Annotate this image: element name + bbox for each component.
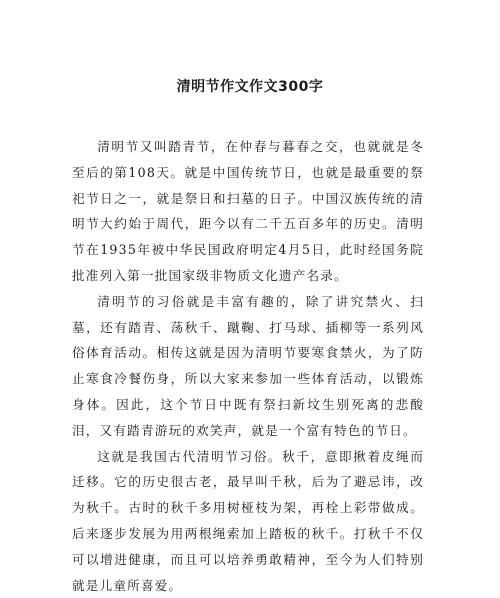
- paragraph-3: 这就是我国古代清明节习俗。秋千，意即揪着皮绳而迁移。它的历史很古老，最早叫千秋，后为了避忌讳，改为秋千。古时的秋千多用树桠枝为架，再栓上彩带做成。后来逐步发展为用两根绳索加上踏板的秋千。打秋千不仅可以增进健康，而且可以培养勇敢精神，至今为人们特别就是儿童所喜爱。: [72, 448, 424, 593]
- document-title: 清明节作文作文300字: [176, 79, 324, 95]
- document-body: [72, 134, 424, 598]
- paragraph-1: 清明节又叫踏青节，在仲春与暮春之交，也就就是冬至后的第108天。就是中国传统节日，也就是最重要的祭祀节日之一，就是祭日和扫墓的日子。中国汉族传统的清明节大约始于周代，距今以有二千五百多年的历史。清明节在1935年被中华民国政府明定4月5日，此时经国务院批准列入第一批国家级非物质文化遗产名录。: [72, 139, 424, 283]
- paragraph-2: 清明节的习俗就是丰富有趣的，除了讲究禁火、扫墓，还有踏青、荡秋千、蹴鞠、打马球、插柳等一系列风俗体育活动。相传这就是因为清明节要寒食禁火，为了防止寒食冷餐伤身，所以大家来参加一些体育活动，以锻炼身体。因此，这个节日中既有祭扫新坟生别死离的悲酸泪，又有踏青游玩的欢笑声，就是一个富有特色的节日。: [72, 293, 424, 438]
